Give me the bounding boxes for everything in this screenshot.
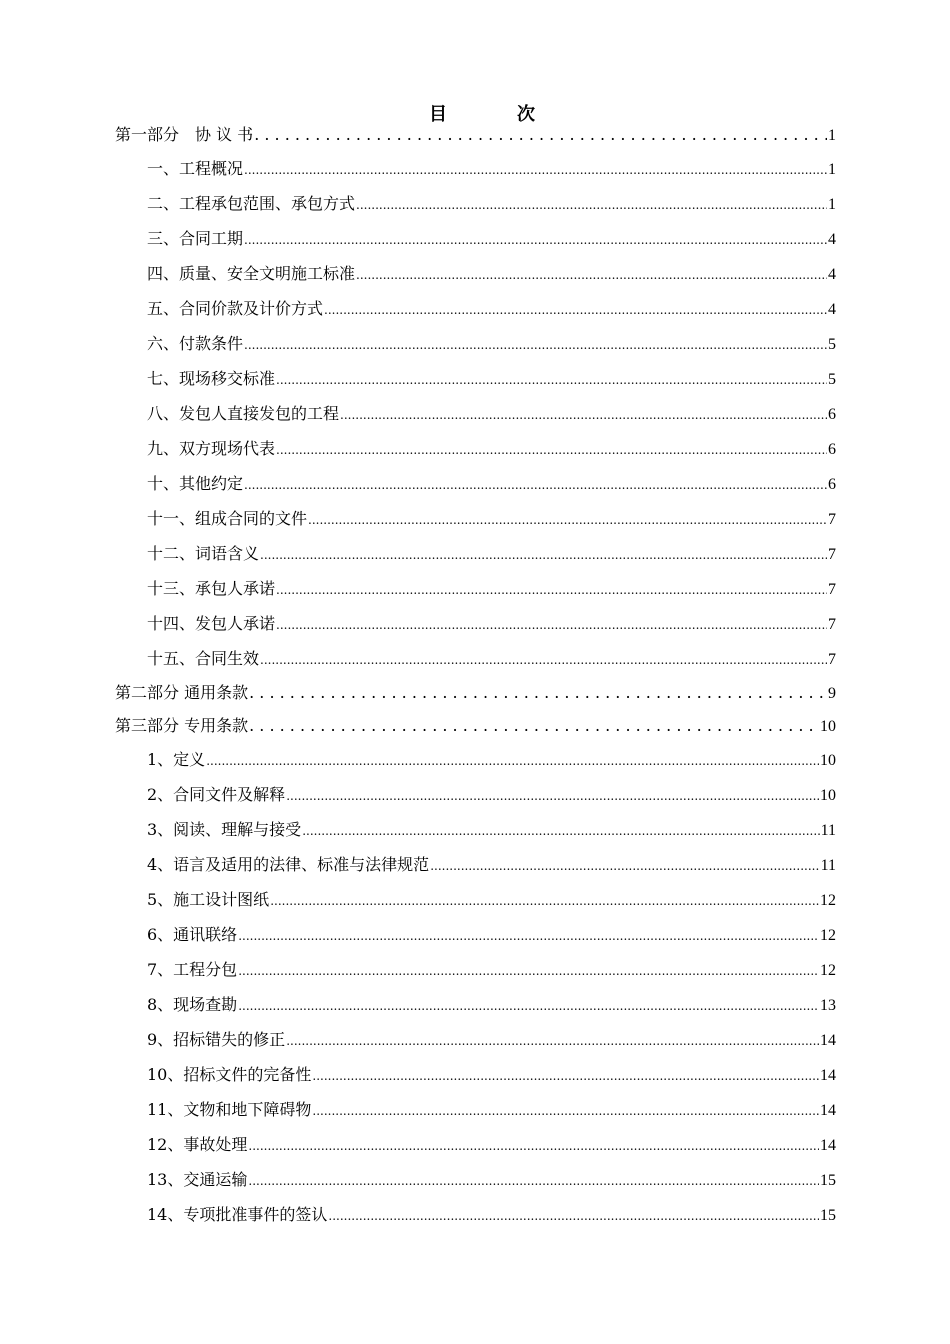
toc-entry-label: 十、其他约定 — [147, 474, 244, 493]
dot-leader — [244, 468, 827, 503]
toc-entry[interactable] — [115, 326, 836, 361]
toc-entry[interactable] — [115, 536, 836, 571]
dot-leader — [260, 643, 827, 678]
toc-entry-label: 十四、发包人承诺 — [147, 614, 276, 633]
dot-leader — [340, 398, 827, 433]
toc-entry-page-number: 7 — [828, 651, 836, 668]
dot-leader — [249, 709, 819, 742]
toc-entry-page-number: 5 — [828, 336, 836, 353]
dot-leader — [324, 293, 827, 328]
toc-entry[interactable] — [115, 466, 836, 501]
toc-entry-label: 第一部分 协 议 书 — [115, 125, 254, 144]
toc-entry-label: 3、阅读、理解与接受 — [147, 820, 302, 839]
toc-entry-label: 4、语言及适用的法律、标准与法律规范 — [147, 855, 430, 874]
dot-leader — [254, 118, 827, 151]
toc-entry[interactable] — [115, 1127, 836, 1162]
toc-entry[interactable] — [115, 571, 836, 606]
dot-leader — [248, 1129, 819, 1164]
dot-leader — [244, 328, 827, 363]
dot-leader — [356, 258, 827, 293]
dot-leader — [238, 989, 819, 1024]
toc-entry[interactable] — [115, 847, 836, 882]
toc-entry-label: 1、定义 — [147, 750, 206, 769]
dot-leader — [276, 363, 827, 398]
toc-entry-label: 九、双方现场代表 — [147, 439, 276, 458]
dot-leader — [276, 433, 827, 468]
dot-leader — [244, 223, 827, 258]
toc-entry-label: 10、招标文件的完备性 — [147, 1065, 312, 1084]
toc-entry-label: 七、现场移交标准 — [147, 369, 276, 388]
toc-entry-label: 六、付款条件 — [147, 334, 244, 353]
dot-leader — [430, 849, 819, 884]
toc-entry[interactable] — [115, 641, 836, 676]
toc-entry-page-number: 4 — [828, 231, 836, 248]
toc-entry[interactable] — [115, 431, 836, 466]
dot-leader — [260, 538, 827, 573]
toc-part-entry[interactable] — [115, 118, 836, 151]
toc-entry-label: 8、现场查勘 — [147, 995, 238, 1014]
toc-entry-page-number: 1 — [828, 161, 836, 178]
toc-entry-label: 三、合同工期 — [147, 229, 244, 248]
toc-entry-page-number: 14 — [820, 1137, 836, 1154]
toc-entry-label: 十二、词语含义 — [147, 544, 260, 563]
toc-entry[interactable] — [115, 1022, 836, 1057]
toc-entry[interactable] — [115, 952, 836, 987]
toc-entry[interactable] — [115, 812, 836, 847]
toc-entry-page-number: 11 — [820, 822, 836, 839]
toc-entry-label: 一、工程概况 — [147, 159, 244, 178]
toc-entry-label: 十一、组成合同的文件 — [147, 509, 308, 528]
toc-entry[interactable] — [115, 361, 836, 396]
toc-entry-page-number: 15 — [820, 1172, 836, 1189]
dot-leader — [356, 188, 827, 223]
toc-entry-label: 9、招标错失的修正 — [147, 1030, 286, 1049]
toc-entry-page-number: 7 — [828, 546, 836, 563]
toc-entry-label: 13、交通运输 — [147, 1170, 248, 1189]
toc-entry-page-number: 15 — [820, 1207, 836, 1224]
toc-entry-label: 第二部分 通用条款 — [115, 683, 249, 702]
toc-entry-label: 11、文物和地下障碍物 — [147, 1100, 312, 1119]
toc-entry-page-number: 14 — [820, 1032, 836, 1049]
dot-leader — [276, 608, 827, 643]
toc-entry-page-number: 6 — [828, 406, 836, 423]
toc-entry-page-number: 10 — [820, 718, 836, 735]
toc-entry[interactable] — [115, 1057, 836, 1092]
toc-entry[interactable] — [115, 396, 836, 431]
toc-entry-page-number: 7 — [828, 616, 836, 633]
toc-entry[interactable] — [115, 1092, 836, 1127]
dot-leader — [276, 573, 827, 608]
toc-part-entry[interactable] — [115, 709, 836, 742]
toc-entry-page-number: 13 — [820, 997, 836, 1014]
toc-entry[interactable] — [115, 777, 836, 812]
toc-title: 目 次 — [429, 104, 561, 125]
toc-entry-page-number: 12 — [820, 927, 836, 944]
dot-leader — [328, 1199, 819, 1234]
dot-leader — [312, 1059, 819, 1094]
toc-entry[interactable] — [115, 186, 836, 221]
toc-entry-page-number: 9 — [828, 685, 836, 702]
toc-entry-label: 五、合同价款及计价方式 — [147, 299, 324, 318]
toc-entry-page-number: 5 — [828, 371, 836, 388]
dot-leader — [312, 1094, 819, 1129]
toc-entry-label: 7、工程分包 — [147, 960, 238, 979]
toc-entry-label: 十五、合同生效 — [147, 649, 260, 668]
toc-entry-page-number: 4 — [828, 301, 836, 318]
dot-leader — [249, 676, 827, 709]
toc-entry-page-number: 1 — [828, 127, 836, 144]
toc-entry-page-number: 12 — [820, 892, 836, 909]
toc-entry-page-number: 6 — [828, 441, 836, 458]
toc-entry[interactable] — [115, 987, 836, 1022]
toc-entry-label: 2、合同文件及解释 — [147, 785, 286, 804]
dot-leader — [244, 153, 827, 188]
toc-entry-page-number: 11 — [820, 857, 836, 874]
toc-entry[interactable] — [115, 1162, 836, 1197]
toc-entry-page-number: 4 — [828, 266, 836, 283]
toc-entry[interactable] — [115, 882, 836, 917]
toc-entry-label: 14、专项批准事件的签认 — [147, 1205, 328, 1224]
toc-entry-label: 二、工程承包范围、承包方式 — [147, 194, 356, 213]
toc-entry[interactable] — [115, 1197, 836, 1232]
toc-entry-page-number: 14 — [820, 1102, 836, 1119]
toc-entry[interactable] — [115, 742, 836, 777]
toc-entry[interactable] — [115, 501, 836, 536]
toc-entry-label: 5、施工设计图纸 — [147, 890, 270, 909]
toc-entry[interactable] — [115, 606, 836, 641]
toc-entry[interactable] — [115, 256, 836, 291]
toc-entry-page-number: 7 — [828, 581, 836, 598]
toc-entry[interactable] — [115, 221, 836, 256]
toc-entry-page-number: 10 — [820, 787, 836, 804]
toc-entry-label: 八、发包人直接发包的工程 — [147, 404, 340, 423]
dot-leader — [286, 1024, 819, 1059]
toc-entry[interactable] — [115, 151, 836, 186]
toc-entry-label: 6、通讯联络 — [147, 925, 238, 944]
toc-entry-label: 第三部分 专用条款 — [115, 716, 249, 735]
toc-entry-page-number: 6 — [828, 476, 836, 493]
toc-entry-page-number: 10 — [820, 752, 836, 769]
toc-part-entry[interactable] — [115, 676, 836, 709]
dot-leader — [206, 744, 819, 779]
toc-entry-page-number: 1 — [828, 196, 836, 213]
dot-leader — [308, 503, 827, 538]
dot-leader — [270, 884, 819, 919]
toc-entry[interactable] — [115, 291, 836, 326]
toc-list — [115, 118, 836, 1232]
toc-entry-label: 四、质量、安全文明施工标准 — [147, 264, 356, 283]
dot-leader — [238, 954, 819, 989]
dot-leader — [302, 814, 819, 849]
toc-entry-label: 12、事故处理 — [147, 1135, 248, 1154]
toc-entry-page-number: 14 — [820, 1067, 836, 1084]
toc-entry-page-number: 7 — [828, 511, 836, 528]
dot-leader — [248, 1164, 819, 1199]
dot-leader — [286, 779, 819, 814]
toc-entry-page-number: 12 — [820, 962, 836, 979]
toc-entry-label: 十三、承包人承诺 — [147, 579, 276, 598]
dot-leader — [238, 919, 819, 954]
toc-entry[interactable] — [115, 917, 836, 952]
